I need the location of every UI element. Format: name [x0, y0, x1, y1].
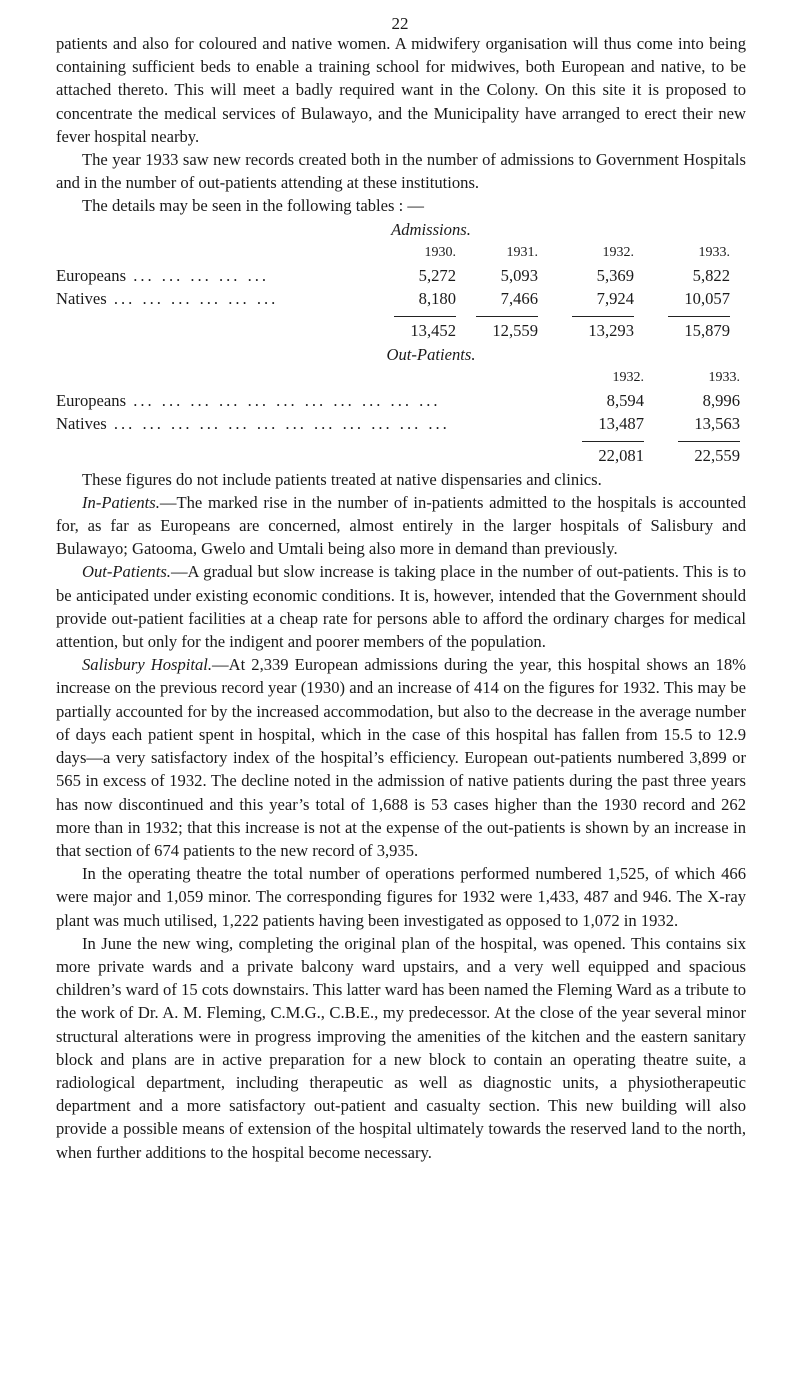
- admissions-title: Admissions.: [391, 219, 471, 239]
- outpatients-header: [56, 366, 746, 389]
- section-text: —The marked rise in the number of in-patients admitted to the hospitals is accounted for, as far as Europeans are concerned, almost entirely in the larger hospitals of Salisbury and Bulawayo; Gatooma, Gwelo and Umtali being also more in demand than previously.: [56, 492, 746, 559]
- table-row: Europeans ... ... ... ... ... ... ... ... ... ... ... 8,594 8,996: [56, 389, 746, 412]
- table-total: 22,559: [678, 441, 740, 467]
- table-total: 15,879: [668, 316, 730, 342]
- page-number: 22: [391, 14, 409, 33]
- section-heading: In-Patients.: [82, 492, 160, 512]
- table-cell: 5,272: [418, 266, 456, 286]
- table-row: Europeans ... ... ... ... ... 5,272 5,093 5,369 5,822: [56, 264, 746, 287]
- table-total-row: [56, 441, 746, 467]
- paragraph-new-wing: In June the new wing, completing the original plan of the hospital, was opened. This contains six more private wards and a private balcony ward upstairs, and a very well equipped and spacious children’s ward of 15 cots downstairs. This latter ward has been named the Fleming Ward as a tribute to the work of Dr. A. M. Fleming, C.M.G., C.B.E., my predecessor. At the close of the year several minor structural alterations were in progress improving the amenities of the kitchen and the eastern sanitary block and plans are in active preparation for a new block to contain an operating theatre suite, a radiological department, including therapeutic as well as diagnostic units, a physiotherapeutic department and a more satisfactory out-patient and casualty section. This new building will also provide a possible means of extension of the hospital ultimately towards the reserved land to the north, when further additions to the hospital become necessary.: [56, 933, 746, 1162]
- year-header: 1930.: [424, 244, 456, 260]
- table-total: 12,559: [476, 316, 538, 342]
- table-cell: 8,996: [702, 391, 740, 411]
- paragraph-records: The year 1933 saw new records created both in the number of admissions to Government Hospitals and in the number of out-patients attending at these institutions.: [56, 150, 746, 193]
- admissions-header: [56, 241, 746, 264]
- section-heading: Out-Patients.: [82, 562, 171, 582]
- table-total-row: [56, 316, 746, 342]
- year-header: 1933.: [698, 244, 730, 260]
- row-label: Natives: [56, 414, 107, 434]
- paragraph-theatre: In the operating theatre the total number of operations performed numbered 1,525, of which 466 were major and 1,059 minor. The corresponding figures for 1932 were 1,433, 487 and 946. The X-ray plant was much utilised, 1,222 patients having been investigated as opposed to 1,072 in 1932.: [56, 864, 746, 930]
- tables-intro: The details may be seen in the following tables : —: [82, 196, 424, 216]
- paragraph-outpatients: [56, 560, 746, 653]
- paragraph-note: These figures do not include patients treated at native dispensaries and clinics.: [82, 469, 602, 489]
- table-cell: 5,093: [500, 266, 538, 286]
- outpatients-table: [56, 343, 746, 468]
- table-total: 13,293: [572, 316, 634, 342]
- table-cell: 13,487: [598, 414, 644, 434]
- year-header: 1932.: [602, 244, 634, 260]
- outpatients-title: Out-Patients.: [386, 344, 476, 364]
- table-cell: 10,057: [684, 289, 730, 309]
- table-total: 13,452: [394, 316, 456, 342]
- table-row: Natives ... ... ... ... ... ... 8,180 7,466 7,924 10,057: [56, 287, 746, 310]
- table-cell: 7,466: [500, 289, 538, 309]
- body-text: [56, 32, 746, 1164]
- table-cell: 5,822: [692, 266, 730, 286]
- year-header: 1931.: [506, 244, 538, 260]
- row-label: Natives: [56, 289, 107, 309]
- table-total: 22,081: [582, 441, 644, 467]
- table-cell: 5,369: [596, 266, 634, 286]
- table-cell: 13,563: [694, 414, 740, 434]
- admissions-table: [56, 218, 746, 343]
- table-cell: 8,594: [606, 391, 644, 411]
- section-text: —A gradual but slow increase is taking place in the number of out-patients. This is to be anticipated under existing economic conditions. It is, however, intended that the Government should provide out-patient facilities at a cheap rate for persons able to afford the ordinary charges for medical attention, but only for the indigent and poorer members of the population.: [56, 562, 746, 652]
- year-header: 1932.: [612, 369, 644, 385]
- section-heading: Salisbury Hospital.: [82, 655, 213, 675]
- table-row: Natives ... ... ... ... ... ... ... ... ... ... ... ... 13,487 13,563: [56, 412, 746, 435]
- table-cell: 7,924: [596, 289, 634, 309]
- row-label: Europeans: [56, 266, 127, 286]
- year-header: 1933.: [708, 369, 740, 385]
- row-label: Europeans: [56, 391, 127, 411]
- paragraph-salisbury: [56, 653, 746, 862]
- table-cell: 8,180: [418, 289, 456, 309]
- section-text: —At 2,339 European admissions during the year, this hospital shows an 18% increase on the previous record year (1930) and an increase of 414 on the figures for 1932. This may be partially accounted for by the increased accommodation, but also to the decrease in the average number of days each patient spent in hospital, which in the case of this hospital has fallen from 15.5 to 12.9 days—a very satisfactory index of the hospital’s efficiency. European out-patients numbered 3,899 or 565 in excess of 1932. The decline noted in the admission of native patients during the past three years has now discontinued and this year’s total of 1,688 is 53 cases higher than the 1930 record and 262 more than in 1932; that this increase is not at the expense of the out-patients is shown by an increase in that section of 674 patients to the new record of 3,935.: [56, 655, 747, 860]
- paragraph-inpatients: [56, 491, 746, 561]
- paragraph-midwifery: patients and also for coloured and native women. A midwifery organisation will thus come into being containing sufficient beds to enable a training school for midwives, both European and native, to be attached thereto. This will meet a badly required want in the Colony. On this site it is proposed to concentrate the medical services of Bulawayo, and the Municipality have arranged to erect their new fever hospital nearby.: [56, 34, 746, 146]
